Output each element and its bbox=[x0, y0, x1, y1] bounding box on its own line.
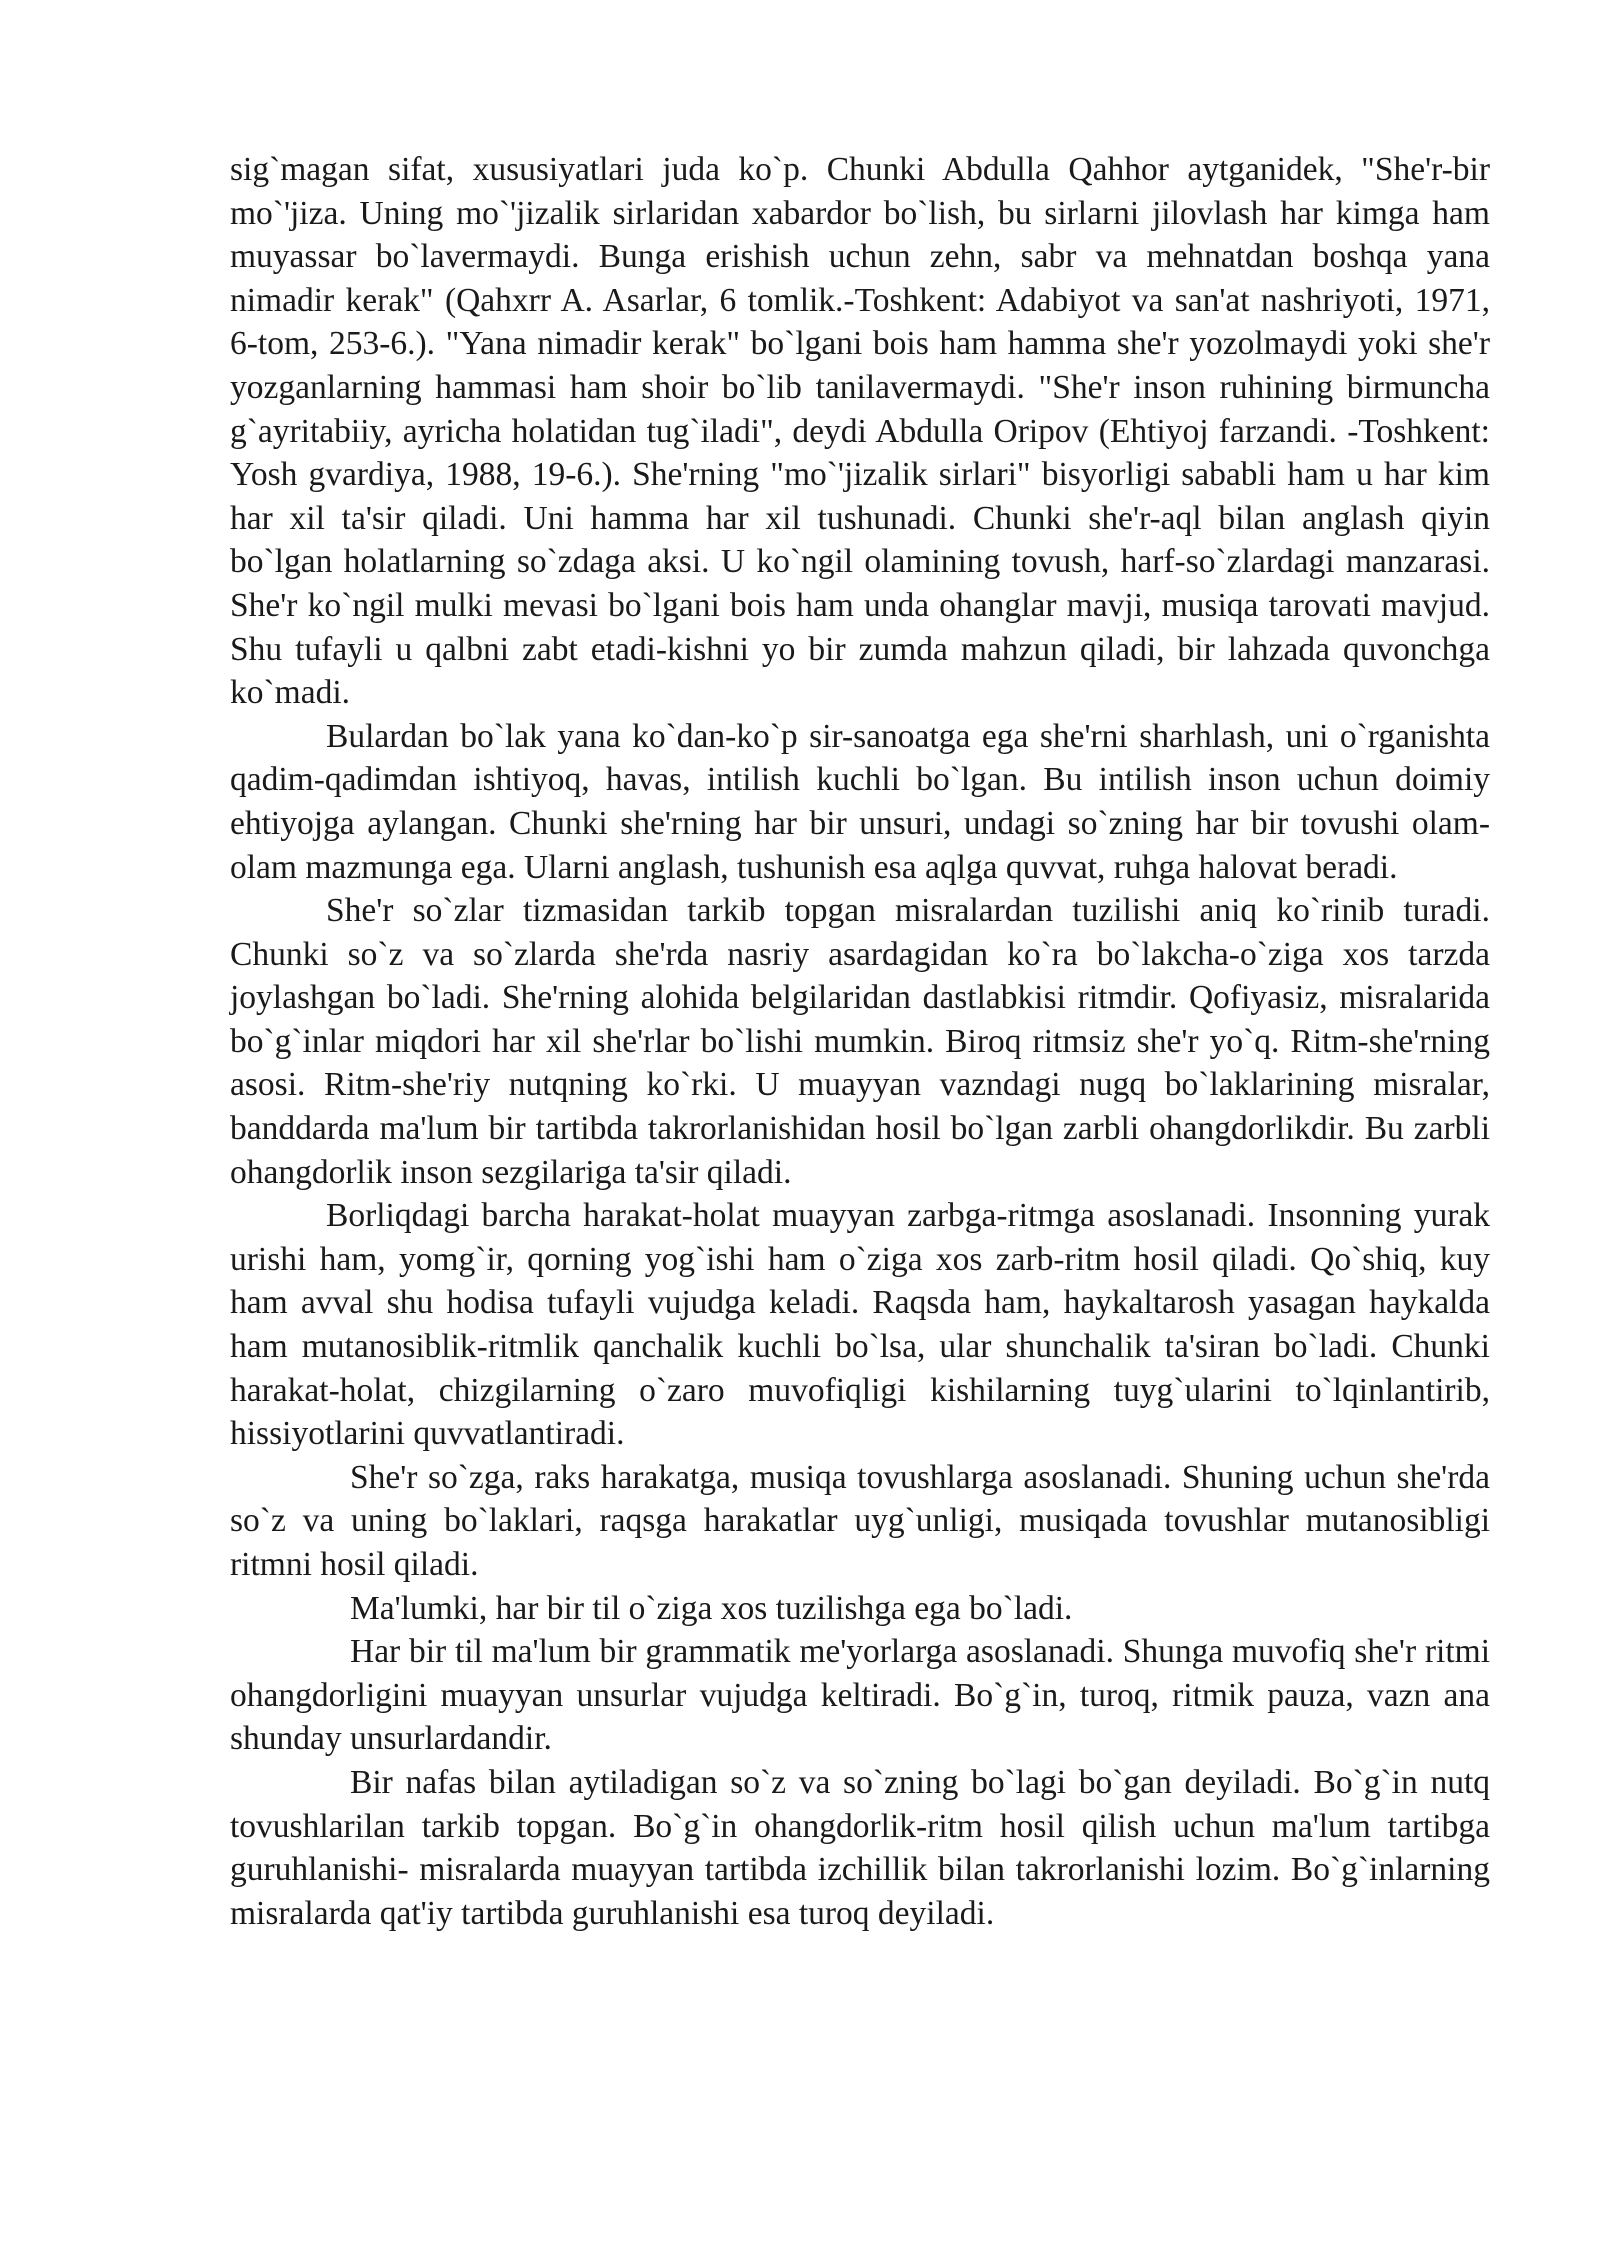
paragraph-7: Har bir til ma'lum bir grammatik me'yorlarga asoslanadi. Shunga muvofiq she'r ritmi ohangdorligini muayyan unsurlar vujudga keltiradi. Bo`g`in, turoq, ritmik pauza, vazn ana shunday unsurlardandir. bbox=[230, 1633, 1490, 1758]
paragraph-5: She'r so`zga, raks harakatga, musiqa tovushlarga asoslanadi. Shuning uchun she'rda so`z va uning bo`laklari, raqsga harakatlar uyg`unligi, musiqada tovushlar mutanosibligi ritmni hosil qiladi. bbox=[230, 1458, 1490, 1583]
paragraph-3: She'r so`zlar tizmasidan tarkib topgan misralardan tuzilishi aniq ko`rinib turadi. Chunki so`z va so`zlarda she'rda nasriy asardagidan ko`ra bo`lakcha-o`ziga xos tarzda joylashgan bo`ladi. She'rning alohida belgilaridan dastlabkisi ritmdir. Qofiyasiz, misralarida bo`g`inlar miqdori har xil she'rlar bo`lishi mumkin. Biroq ritmsiz she'r yo`q. Ritm-she'rning asosi. Ritm-she'riy nutqning ko`rki. U muayyan vazndagi nugq bo`laklarining misralar, banddarda ma'lum bir tartibda takrorlanishidan hosil bo`lgan zarbli ohangdorlikdir. Bu zarbli ohangdorlik inson sezgilariga ta'sir qiladi. bbox=[230, 892, 1490, 1191]
paragraph-2: Bulardan bo`lak yana ko`dan-ko`p sir-sanoatga ega she'rni sharhlash, uni o`rganishta qadim-qadimdan ishtiyoq, havas, intilish kuchli bo`lgan. Bu intilish inson uchun doimiy ehtiyojga aylangan. Chunki she'rning har bir unsuri, undagi so`zning har bir tovushi olam-olam mazmunga ega. Ularni anglash, tushunish esa aqlga quvvat, ruhga halovat beradi. bbox=[230, 717, 1490, 886]
document-page bbox=[230, 148, 1490, 1935]
paragraph-4: Borliqdagi barcha harakat-holat muayyan zarbga-ritmga asoslanadi. Insonning yurak urishi ham, yomg`ir, qorning yog`ishi ham o`ziga xos zarb-ritm hosil qiladi. Qo`shiq, kuy ham avval shu hodisa tufayli vujudga keladi. Raqsda ham, haykaltarosh yasagan haykalda ham mutanosiblik-ritmlik qanchalik kuchli bo`lsa, ular shunchalik ta'siran bo`ladi. Chunki harakat-holat, chizgilarning o`zaro muvofiqligi kishilarning tuyg`ularini to`lqinlantirib, hissiyotlarini quvvatlantiradi. bbox=[230, 1197, 1490, 1453]
paragraph-1: sig`magan sifat, xususiyatlari juda ko`p. Chunki Abdulla Qahhor aytganidek, "She'r-bir mo`'jiza. Uning mo`'jizalik sirlaridan xabardor bo`lish, bu sirlarni jilovlash har kimga ham muyassar bo`lavermaydi. Bunga erishish uchun zehn, sabr va mehnatdan boshqa yana nimadir kerak" (Qahxrr A. Asarlar, 6 tomlik.-Toshkent: Adabiyot va san'at nashriyoti, 1971, 6-tom, 253-6.). "Yana nimadir kerak" bo`lgani bois ham hamma she'r yozolmaydi yoki she'r yozganlarning hammasi ham shoir bo`lib tanilavermaydi. "She'r inson ruhining birmuncha g`ayritabiiy, ayricha holatidan tug`iladi", deydi Abdulla Oripov (Ehtiyoj farzandi. -Toshkent: Yosh gvardiya, 1988, 19-6.). She'rning "mo`'jizalik sirlari" bisyorligi sababli ham u har kim har xil ta'sir qiladi. Uni hamma har xil tushunadi. Chunki she'r-aql bilan anglash qiyin bo`lgan holatlarning so`zdaga aksi. U ko`ngil olamining tovush, harf-so`zlardagi manzarasi. She'r ko`ngil mulki mevasi bo`lgani bois ham unda ohanglar mavji, musiqa tarovati mavjud. Shu tufayli u qalbni zabt etadi-kishni yo bir zumda mahzun qiladi, bir lahzada quvonchga ko`madi. bbox=[230, 151, 1490, 712]
paragraph-8: Bir nafas bilan aytiladigan so`z va so`zning bo`lagi bo`gan deyiladi. Bo`g`in nutq tovushlarilan tarkib topgan. Bo`g`in ohangdorlik-ritm hosil qilish uchun ma'lum tartibga guruhlanishi- misralarda muayyan tartibda izchillik bilan takrorlanishi lozim. Bo`g`inlarning misralarda qat'iy tartibda guruhlanishi esa turoq deyiladi. bbox=[230, 1763, 1490, 1932]
paragraph-6: Ma'lumki, har bir til o`ziga xos tuzilishga ega bo`ladi. bbox=[350, 1589, 1073, 1627]
